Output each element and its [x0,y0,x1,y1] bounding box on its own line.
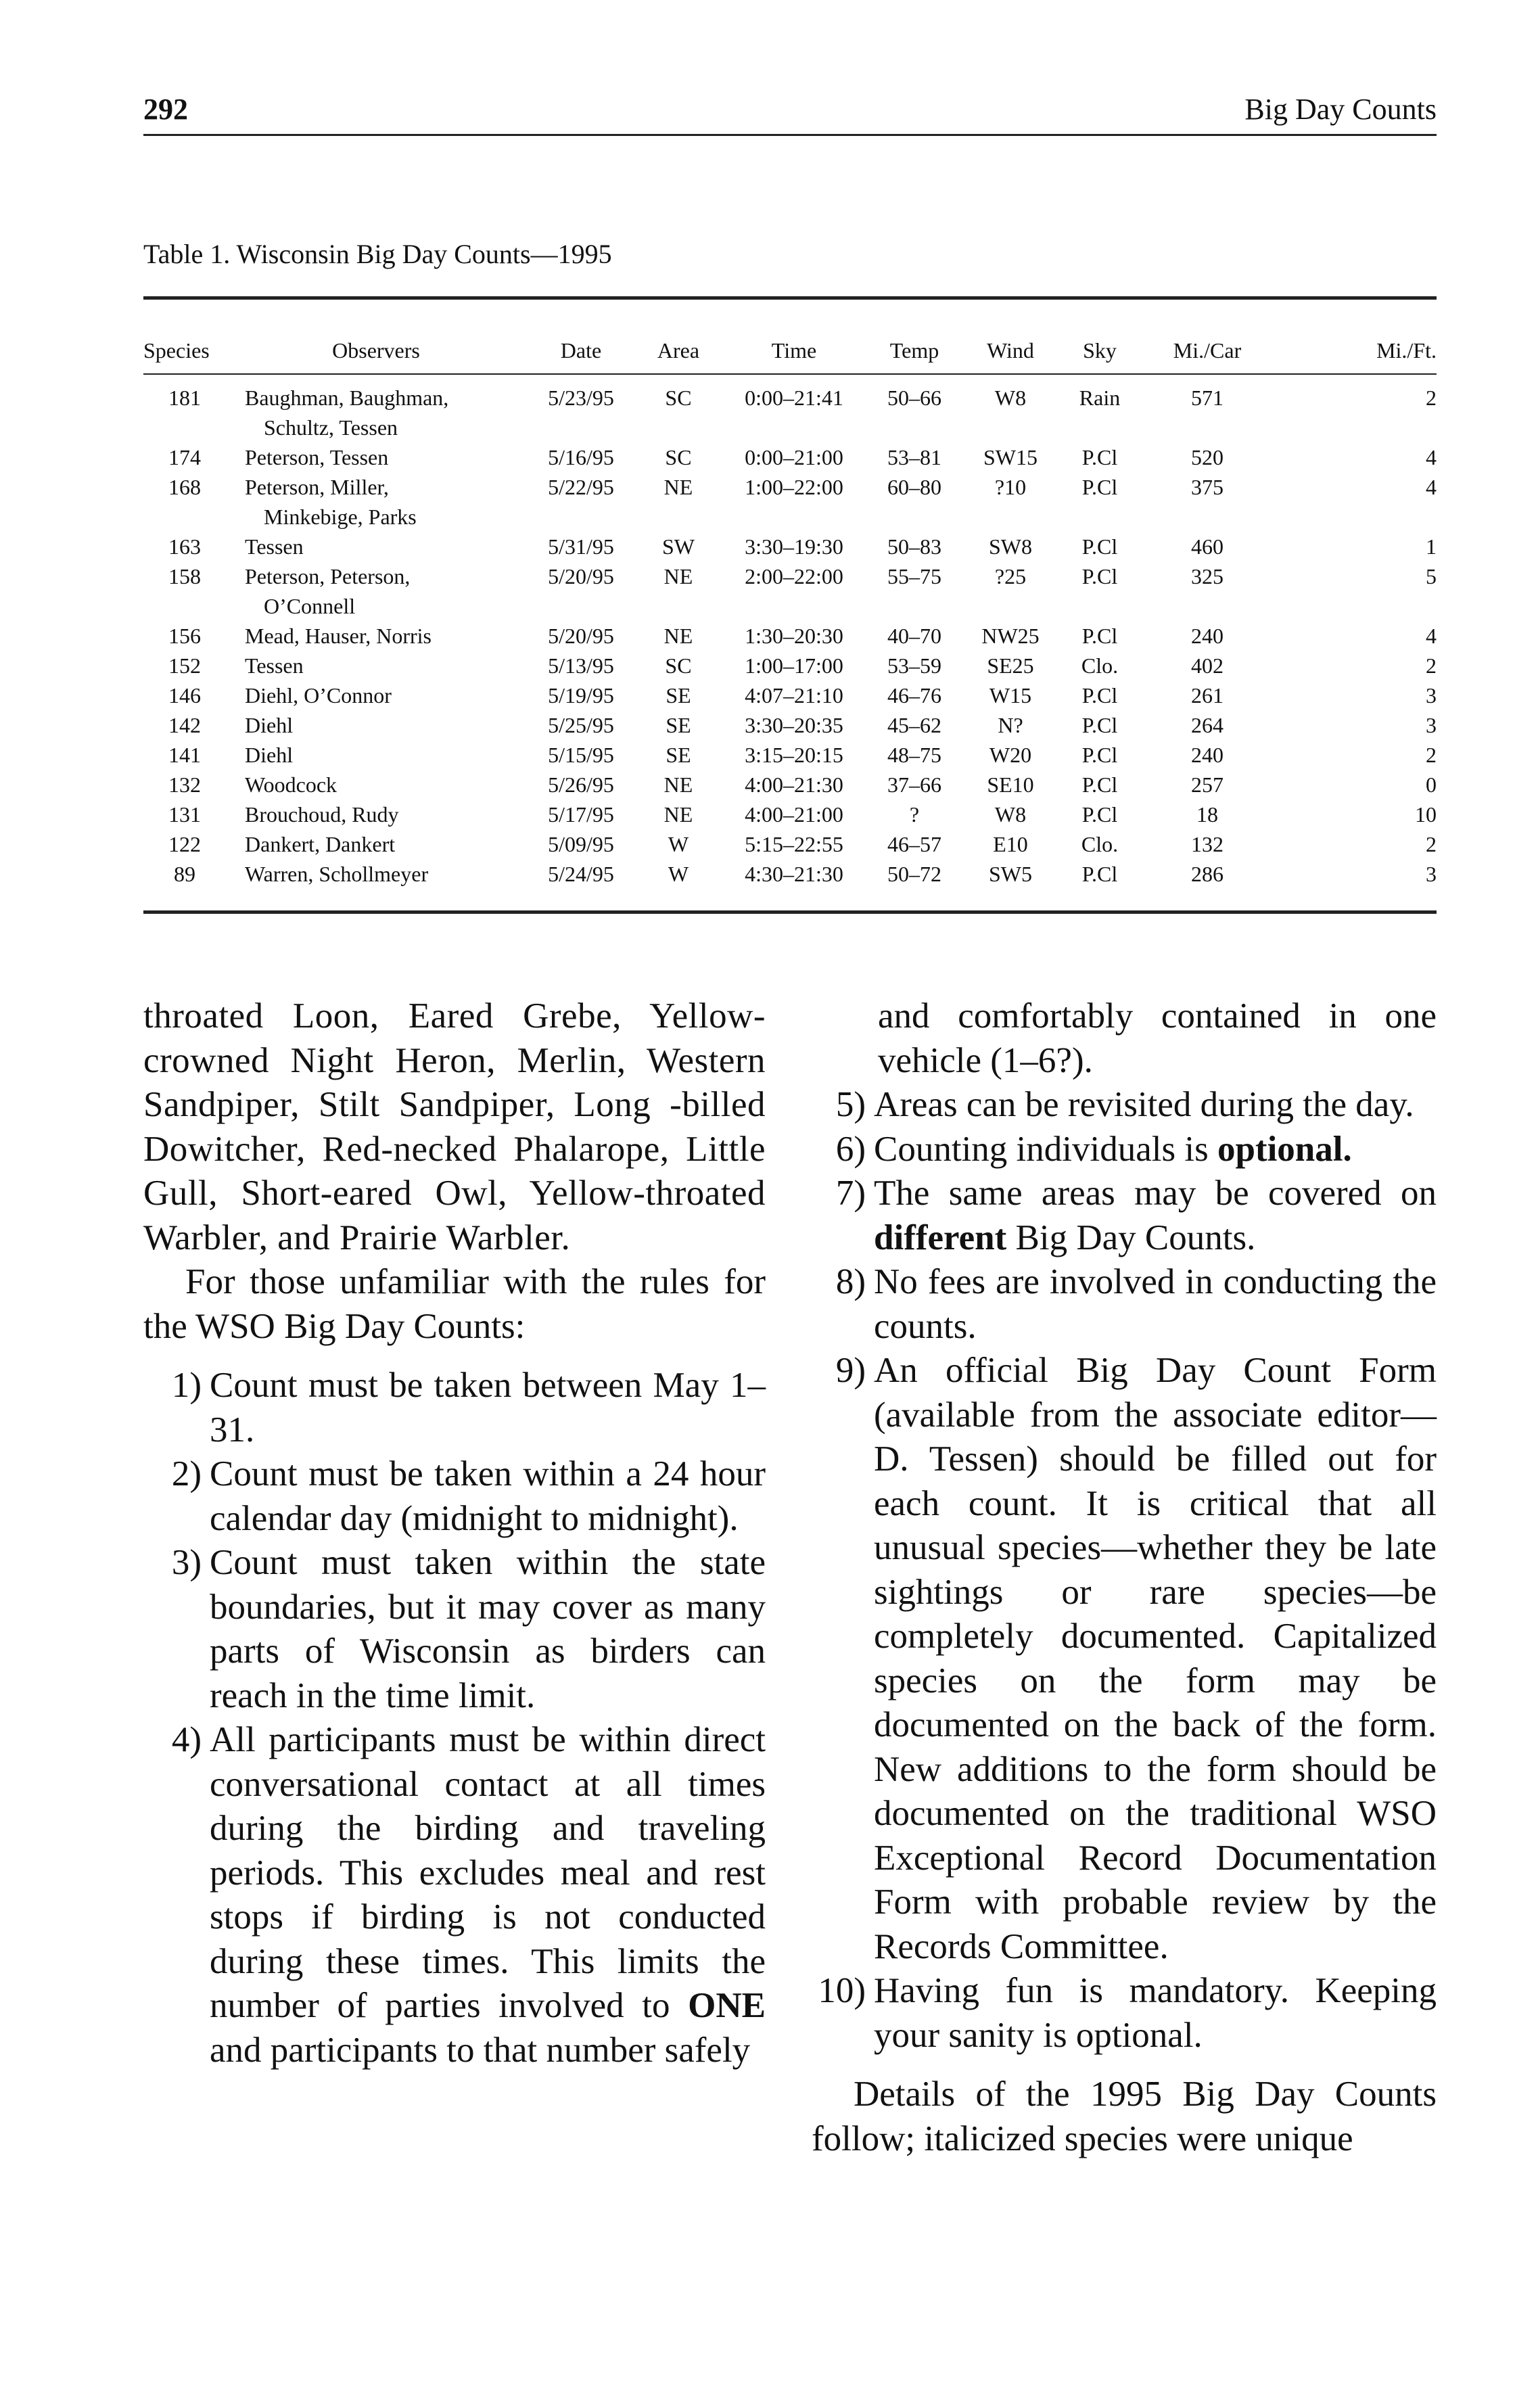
table-cell-species: 181 [168,386,201,410]
table-cell-area: SE [666,683,691,708]
table-cell-sky: P.Cl [1081,445,1118,469]
table-row [143,859,1437,889]
rule-text: Counting individuals is optional. [874,1129,1352,1169]
table-cell-observers [226,680,526,710]
table-cell-species: 168 [168,475,201,499]
table-cell-sky: P.Cl [1081,624,1118,648]
table-cell-wind: W15 [989,683,1032,708]
rule-number: 5) [835,1085,866,1124]
left-column [143,994,766,2073]
table-cell-species: 132 [168,772,201,797]
table-cell-observers [226,651,526,680]
column-header: Sky [1083,338,1117,363]
observer-line: Diehl [245,713,294,737]
rule-item [812,1969,1437,2058]
table-cell-mi-car: 286 [1191,862,1223,886]
table-cell-date: 5/15/95 [548,743,614,767]
table-cell-temp: 46–57 [887,832,941,856]
rule-item [812,1172,1437,1260]
table-cell-time: 3:15–20:15 [745,743,843,767]
column-header: Species [143,338,210,363]
table-cell-species: 152 [168,653,201,678]
table-cell-observers [226,800,526,829]
table-cell-mi-car: 18 [1196,802,1218,827]
table-row [143,740,1437,770]
table-cell-observers [226,442,526,472]
table-cell-temp: 53–59 [887,653,941,678]
rule-item [143,1364,766,1452]
table-cell-observers [226,621,526,651]
table-body [143,376,1437,889]
table-cell-time: 4:00–21:30 [745,772,843,797]
rule-number: 10) [818,1971,866,2010]
rule-number: 2) [171,1454,202,1494]
rule-item-continued [812,994,1437,1083]
table-cell-mi-ft: 0 [1426,772,1437,797]
table-cell-mi-ft: 10 [1415,802,1437,827]
table-cell-mi-car: 264 [1191,713,1223,737]
observer-line: Warren, Schollmeyer [245,862,429,886]
table-cell-sky: P.Cl [1081,534,1118,559]
observer-line: Minkebige, Parks [264,505,417,529]
table-cell-wind: SW15 [983,445,1038,469]
table-cell-species: 122 [168,832,201,856]
observer-line: Diehl, O’Connor [245,683,392,708]
table-cell-wind: W8 [994,802,1027,827]
table-cell-area: NE [663,802,693,827]
rule-text: No fees are involved in conducting the counts. [874,1262,1437,1346]
table-row [143,376,1437,442]
table-cell-area: SW [662,534,695,559]
table-cell-mi-car: 402 [1191,653,1223,678]
table-cell-sky: P.Cl [1081,475,1118,499]
table-cell-date: 5/23/95 [548,386,614,410]
table-cell-time: 1:00–17:00 [745,653,843,678]
table-cell-sky: P.Cl [1081,743,1118,767]
rule-text: Count must taken within the state boundaries, but it may cover as many parts of Wisconsin as birders can reach in the time limit. [210,1543,766,1715]
table-cell-temp: 55–75 [887,564,941,588]
table-cell-mi-ft: 3 [1426,683,1437,708]
table-cell-mi-car: 240 [1191,743,1223,767]
table-cell-observers [226,859,526,889]
rule-number: 9) [835,1351,866,1390]
table-row [143,770,1437,800]
column-header: Observers [332,338,420,363]
observer-line: Diehl [245,743,294,767]
rule-item [143,1541,766,1718]
table-cell-species: 142 [168,713,201,737]
rule-item [143,1452,766,1541]
column-header: Temp [889,338,939,363]
table-cell-date: 5/17/95 [548,802,614,827]
rule-item [812,1260,1437,1349]
table-cell-mi-ft: 2 [1426,386,1437,410]
table-cell-species: 156 [168,624,201,648]
table-cell-temp: ? [909,802,920,827]
table-cell-mi-ft: 4 [1426,445,1437,469]
rule-text: All participants must be within direct conversational contact at all times during the birding and traveling periods. This excludes meal and rest stops if birding is not conducted during these times. This limits the number of parties involved to ONE and participants to that number safely [210,1720,766,2070]
table-row [143,680,1437,710]
table-row [143,532,1437,561]
table-cell-mi-ft: 4 [1426,624,1437,648]
table-cell-time: 5:15–22:55 [745,832,843,856]
table-cell-date: 5/09/95 [548,832,614,856]
page-header [143,87,1437,136]
table-cell-mi-car: 261 [1191,683,1223,708]
table-bottom-rule [143,910,1437,914]
table-cell-time: 1:30–20:30 [745,624,843,648]
table-cell-temp: 50–83 [887,534,941,559]
table-cell-temp: 40–70 [887,624,941,648]
rule-text: Count must be taken between May 1–31. [210,1366,766,1450]
table-cell-wind: ?10 [994,475,1027,499]
observer-line: Peterson, Miller, [245,475,389,499]
rule-text: and comfortably contained in one vehicle (1–6?). [878,996,1437,1080]
table-cell-sky: P.Cl [1081,802,1118,827]
table-cell-wind: NW25 [981,624,1040,648]
table-cell-wind: W20 [989,743,1032,767]
rules-list-continued [812,994,1437,2058]
table-cell-date: 5/19/95 [548,683,614,708]
table-cell-wind: ?25 [994,564,1027,588]
table-cell-mi-ft: 3 [1426,862,1437,886]
observer-line: Brouchoud, Rudy [245,802,399,827]
table-header-row [143,338,1437,376]
table-row [143,621,1437,651]
column-header: Mi./Ft. [1376,338,1437,363]
table-row [143,800,1437,829]
table-cell-area: NE [663,475,693,499]
table-cell-mi-car: 571 [1191,386,1223,410]
table-cell-species: 158 [168,564,201,588]
table-cell-time: 1:00–22:00 [745,475,843,499]
observer-line: Tessen [245,534,304,559]
table-cell-area: SC [665,386,692,410]
table-cell-observers [226,710,526,740]
table-cell-temp: 53–81 [887,445,941,469]
table-cell-date: 5/25/95 [548,713,614,737]
table-cell-wind: N? [998,713,1023,737]
column-header: Time [771,338,817,363]
rule-item [812,1083,1437,1128]
table-cell-date: 5/31/95 [548,534,614,559]
table-cell-observers [226,532,526,561]
rule-text: Count must be taken within a 24 hour calendar day (midnight to midnight). [210,1454,766,1538]
table-cell-area: SC [665,445,692,469]
observer-line: Peterson, Tessen [245,445,389,469]
table-cell-time: 0:00–21:00 [745,445,843,469]
rule-item [143,1718,766,2073]
rule-number: 4) [171,1720,202,1759]
table-cell-date: 5/22/95 [548,475,614,499]
table-cell-time: 2:00–22:00 [745,564,843,588]
rule-text-part: and participants to that number safely [210,2030,751,2070]
rule-text: The same areas may be covered on different Big Day Counts. [874,1174,1437,1257]
table-cell-mi-ft: 2 [1426,653,1437,678]
rule-text: An official Big Day Count Form (available from the associate editor—D. Tessen) should be filled out for each count. It is critical that all unusual species—whether they be late sightings or rare species—be completely documented. Capitalized species on the form may be documented on the back of the form. New additions to the form should be documented on the traditional WSO Exceptional Record Documentation Form with probable review by the Records Committee. [874,1351,1437,1966]
table-cell-wind: E10 [993,832,1028,856]
rule-item [812,1128,1437,1172]
table-cell-date: 5/13/95 [548,653,614,678]
table-cell-mi-car: 240 [1191,624,1223,648]
table-cell-wind: SE25 [987,653,1034,678]
observer-line: Woodcock [245,772,337,797]
table-cell-area: SE [666,713,691,737]
table-cell-wind: W8 [994,386,1027,410]
table-cell-temp: 50–72 [887,862,941,886]
running-head: Big Day Counts [1244,93,1437,126]
page-number: 292 [143,93,188,126]
table-cell-wind: SW8 [989,534,1032,559]
table-cell-species: 89 [174,862,195,886]
table-cell-area: SE [666,743,691,767]
table-row [143,442,1437,472]
observer-line: O’Connell [264,594,356,618]
table-cell-temp: 60–80 [887,475,941,499]
table-row [143,561,1437,621]
column-header: Area [657,338,700,363]
table-cell-mi-car: 132 [1191,832,1223,856]
column-header: Date [560,338,602,363]
rule-number: 3) [171,1543,202,1582]
table-cell-area: NE [663,624,693,648]
table-row [143,651,1437,680]
table-cell-mi-car: 257 [1191,772,1223,797]
rule-number: 8) [835,1262,866,1301]
table-cell-date: 5/20/95 [548,564,614,588]
rule-number: 6) [835,1129,866,1169]
table-cell-observers [226,829,526,859]
table-row [143,710,1437,740]
observer-line: Schultz, Tessen [264,415,398,440]
table-cell-date: 5/16/95 [548,445,614,469]
table-cell-sky: P.Cl [1081,772,1118,797]
body-paragraph: throated Loon, Eared Grebe, Yellow-crowned Night Heron, Merlin, Western Sandpiper, Stilt Sandpiper, Long -billed Dowitcher, Red-necked Phalarope, Little Gull, Short-eared Owl, Yellow-throated Warbler, and Prairie Warbler. [143,996,766,1257]
table-cell-date: 5/20/95 [548,624,614,648]
table-cell-time: 3:30–19:30 [745,534,843,559]
table-cell-species: 146 [168,683,201,708]
big-day-table [143,338,1437,889]
table-cell-temp: 46–76 [887,683,941,708]
rule-text: Areas can be revisited during the day. [874,1085,1414,1124]
table-cell-observers [226,561,526,621]
table-cell-area: W [668,832,689,856]
table-cell-wind: SE10 [987,772,1034,797]
table-cell-mi-ft: 2 [1426,743,1437,767]
table-cell-sky: P.Cl [1081,683,1118,708]
table-cell-time: 4:07–21:10 [745,683,843,708]
table-cell-wind: SW5 [989,862,1032,886]
table-cell-mi-ft: 3 [1426,713,1437,737]
table-cell-time: 0:00–21:41 [745,386,843,410]
table-cell-temp: 37–66 [887,772,941,797]
table-cell-sky: Rain [1079,386,1121,410]
table-cell-mi-car: 325 [1191,564,1223,588]
table-cell-mi-ft: 1 [1426,534,1437,559]
table-cell-area: NE [663,564,693,588]
rule-item [812,1349,1437,1969]
table-cell-date: 5/26/95 [548,772,614,797]
table-cell-species: 141 [168,743,201,767]
table-cell-mi-car: 375 [1191,475,1223,499]
table-row [143,472,1437,532]
table-cell-time: 4:30–21:30 [745,862,843,886]
rule-number: 7) [835,1174,866,1213]
table-cell-observers [226,740,526,770]
table-row [143,829,1437,859]
table-cell-sky: P.Cl [1081,713,1118,737]
table-cell-sky: P.Cl [1081,862,1118,886]
table-cell-area: NE [663,772,693,797]
table-cell-species: 174 [168,445,201,469]
table-top-rule [143,296,1437,300]
table-cell-temp: 50–66 [887,386,941,410]
rule-number: 1) [171,1366,202,1405]
table-cell-sky: Clo. [1081,832,1119,856]
table-cell-temp: 48–75 [887,743,941,767]
table-cell-temp: 45–62 [887,713,941,737]
observer-line: Mead, Hauser, Norris [245,624,432,648]
table-cell-observers [226,472,526,532]
table-cell-species: 131 [168,802,201,827]
table-cell-area: W [668,862,689,886]
column-header: Wind [987,338,1034,363]
observer-line: Tessen [245,653,304,678]
table-cell-sky: P.Cl [1081,564,1118,588]
table-caption: Table 1. Wisconsin Big Day Counts—1995 [143,239,612,269]
table-cell-species: 163 [168,534,201,559]
body-paragraph: For those unfamiliar with the rules for the WSO Big Day Counts: [143,1262,766,1346]
table-cell-area: SC [665,653,692,678]
table-cell-mi-car: 520 [1191,445,1223,469]
table-cell-time: 3:30–20:35 [745,713,843,737]
table-cell-mi-ft: 5 [1426,564,1437,588]
table-cell-date: 5/24/95 [548,862,614,886]
table-cell-mi-ft: 4 [1426,475,1437,499]
table-cell-observers [226,770,526,800]
table-cell-sky: Clo. [1081,653,1119,678]
table-cell-mi-ft: 2 [1426,832,1437,856]
body-paragraph: Details of the 1995 Big Day Counts follow; italicized species were unique [812,2075,1437,2158]
table-cell-observers [226,376,526,442]
rule-text: Having fun is mandatory. Keeping your sanity is optional. [874,1971,1437,2055]
observer-line: Baughman, Baughman, [245,386,449,410]
table-cell-time: 4:00–21:00 [745,802,843,827]
rules-list [143,1364,766,2073]
observer-line: Dankert, Dankert [245,832,396,856]
table-cell-mi-car: 460 [1191,534,1223,559]
right-column [812,994,1437,2161]
observer-line: Peterson, Peterson, [245,564,411,588]
column-header: Mi./Car [1173,338,1242,363]
